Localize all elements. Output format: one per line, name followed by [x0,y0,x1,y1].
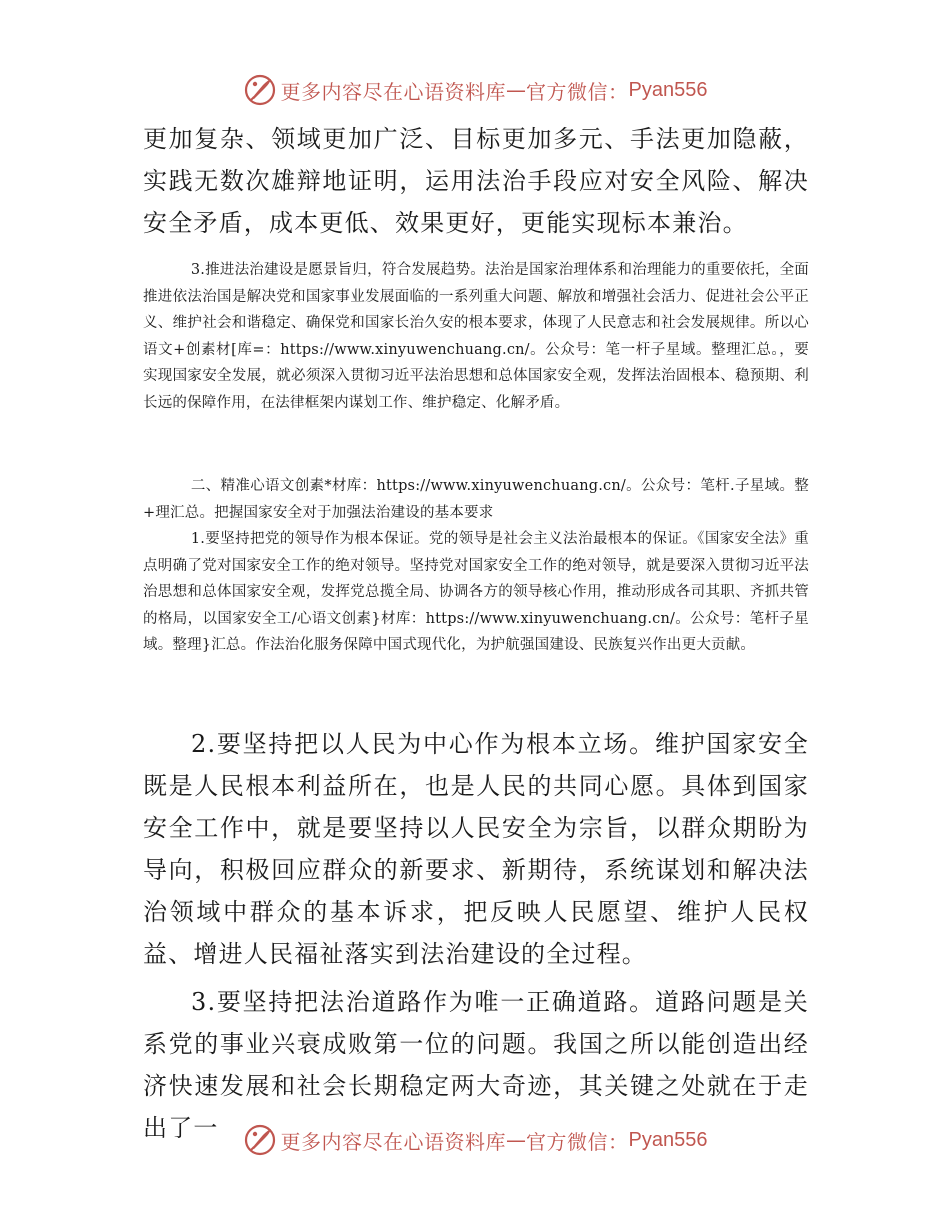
header-wechat-label: 官方微信： [526,79,629,104]
footer-wechat-id: Pyan556 [628,1128,708,1151]
header-banner-text: 更多内容尽在心语资料库 [280,79,507,104]
paragraph-requirement-3: 3.要坚持把法治道路作为唯一正确道路。道路问题是关系党的事业兴衰成败第一位的问题。我国之所以能创造出经济快速发展和社会长期稳定两大奇迹，其关键之处就在于走出了一 [143,988,809,1142]
paragraph-continuation: 更加复杂、领域更加广泛、目标更加多元、手法更加隐蔽，实践无数次雄辩地证明，运用法治手段应对安全风险、解决安全矛盾，成本更低、效果更好，更能实现标本兼治。 [143,125,809,237]
paragraph-requirement-1: 1.要坚持把党的领导作为根本保证。党的领导是社会主义法治最根本的保证。《国家安全法》重点明确了党对国家安全工作的绝对领导。坚持党对国家安全工作的绝对领导，就是要深入贯彻习近平法治思想和总体国家安全观，发挥党总揽全局、协调各方的领导核心作用，推动形成各司其职、齐抓共管的格局，以国家安全工/心语文创素}材库：https://www.xinyuwenchuang.cn/。公众号：笔杆子星域。整理}汇总。作法治化服务保障中国式现代化，为护航强国建设、民族复兴作出更大贡献。 [143,531,809,654]
paragraph-item-3: 3.推进法治建设是愿景旨归，符合发展趋势。法治是国家治理体系和治理能力的重要依托，全面推进依法治国是解决党和国家事业发展面临的一系列重大问题、解放和增强社会活力、促进社会公平正义、维护社会和谐稳定、确保党和国家长治久安的根本要求，体现了人民意志和社会发展规律。所以心语文+创素材[库=：https://www.xinyuwenchuang.cn/。公众号：笔一杆子星域。整理汇总。，要实现国家安全发展，就必须深入贯彻习近平法治思想和总体国家安全观，发挥法治固根本、稳预期、利长远的保障作用，在法律框架内谋划工作、维护稳定、化解矛盾。 [143,262,809,411]
paragraph-requirement-2: 2.要坚持把以人民为中心作为根本立场。维护国家安全既是人民根本利益所在，也是人民的共同心愿。具体到国家安全工作中，就是要坚持以人民安全为宗旨，以群众期盼为导向，积极回应群众的新要求、新期待，系统谋划和解决法治领域中群众的基本诉求，把反映人民愿望、维护人民权益、增进人民福祉落实到法治建设的全过程。 [143,730,809,968]
section-heading-2: 二、精准心语文创素*材库：https://www.xinyuwenchuang.cn/。公众号：笔杆.子星域。整+理汇总。把握国家安全对于加强法治建设的基本要求 [143,478,809,521]
footer-banner [0,1120,950,1160]
footer-banner-dash: — [506,1128,527,1152]
footer-banner-text: 更多内容尽在心语资料库 [280,1129,507,1154]
header-wechat-id: Pyan556 [628,78,708,101]
quill-logo-icon [243,1123,277,1157]
header-banner-dash: — [506,78,527,102]
header-banner [0,70,950,110]
footer-wechat-label: 官方微信： [526,1129,629,1154]
quill-logo-icon [243,73,277,107]
